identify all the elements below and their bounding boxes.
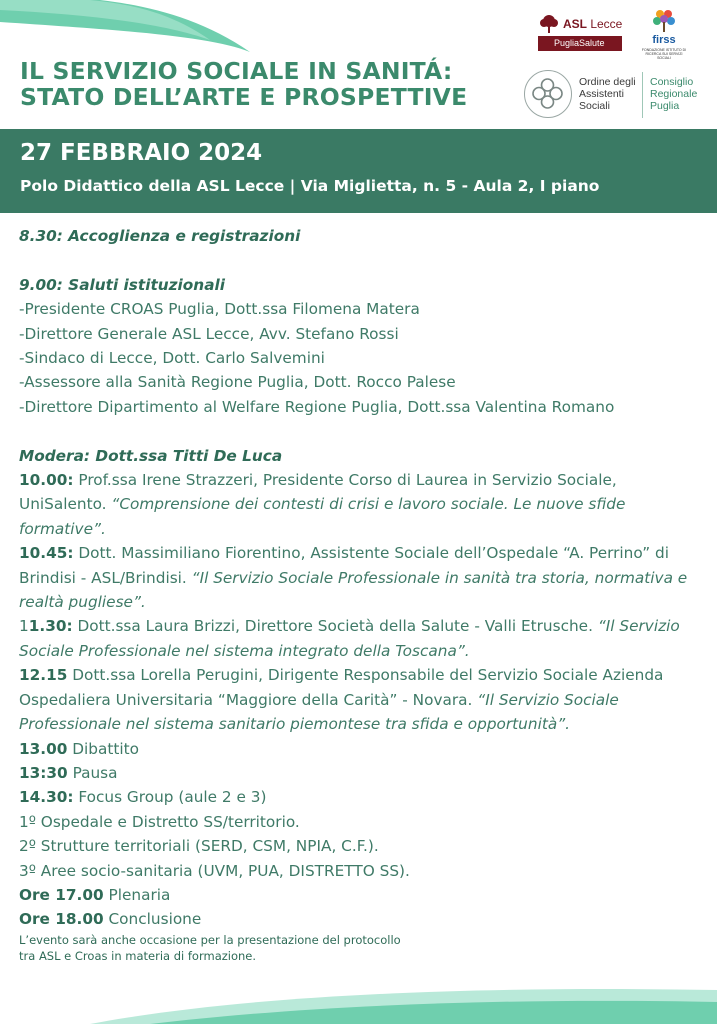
greeting-item: -Direttore Generale ASL Lecce, Avv. Stefano Rossi <box>19 324 399 343</box>
talk-title: “Il Servizio Sociale Professionale nel sistema integrato della Toscana”. <box>19 617 680 660</box>
item-label: Focus Group (aule 2 e 3) <box>73 788 267 807</box>
event-info-band <box>0 129 717 213</box>
time-label: Ore 17.00 <box>19 885 104 904</box>
program-item-1800 <box>19 907 699 931</box>
consiglio-line-1: Consiglio <box>650 76 694 88</box>
session-greetings: 9.00: Saluti istituzionali <box>19 275 225 294</box>
speaker-text: Dott. Massimiliano Fiorentino, Assistente Sociale dell’Ospedale “A. Perrino” di Brindisi - ASL/Brindisi. <box>19 544 669 587</box>
program-item-1330 <box>19 761 699 785</box>
program-item-1045 <box>19 541 699 614</box>
asl-logo-bold: ASL <box>563 17 587 31</box>
greeting-item: -Direttore Dipartimento al Welfare Regione Puglia, Dott.ssa Valentina Romano <box>19 397 615 416</box>
program-item-1130 <box>19 614 699 663</box>
ordine-line-1: Ordine degli <box>579 76 636 88</box>
time-label: Ore 18.00 <box>19 910 104 929</box>
program-item-1430 <box>19 785 699 809</box>
greeting-item: -Presidente CROAS Puglia, Dott.ssa Filomena Matera <box>19 300 420 319</box>
title-line-2: STATO DELL’ARTE E PROSPETTIVE <box>20 83 468 111</box>
firss-tree-icon <box>651 8 677 34</box>
time-label: 13.00 <box>19 739 68 758</box>
program-item-1300 <box>19 737 699 761</box>
focus-group-item: 2º Strutture territoriali (SERD, CSM, NPIA, C.F.). <box>19 837 379 856</box>
session-welcome: 8.30: Accoglienza e registrazioni <box>19 227 301 245</box>
speaker-text: Prof.ssa Irene Strazzeri, Presidente Corso di Laurea in Servizio Sociale, UniSalento. <box>19 471 617 514</box>
consiglio-line-2: Regionale <box>650 88 698 100</box>
speaker-text: Dott.ssa Lorella Perugini, Dirigente Responsabile del Servizio Sociale Azienda Ospedaliera Universitaria “Maggiore della Carità” - Novara. <box>19 666 664 709</box>
bottom-wave-decoration <box>0 984 717 1024</box>
program-item-1000 <box>19 468 699 541</box>
moderator: Modera: Dott.ssa Titti De Luca <box>19 446 283 465</box>
ordine-line-3: Sociali <box>579 100 610 112</box>
talk-title: “Comprensione dei contesti di crisi e lavoro sociale. Le nuove sfide formative”. <box>19 495 626 538</box>
focus-group-item: 1º Ospedale e Distretto SS/territorio. <box>19 812 300 831</box>
asl-logo-city: Lecce <box>587 17 623 31</box>
greeting-item: -Sindaco di Lecce, Dott. Carlo Salvemini <box>19 349 325 368</box>
firss-name: firss <box>652 34 676 46</box>
footnote-line-2: tra ASL e Croas in materia di formazione. <box>19 948 257 963</box>
time-label: 10.45: <box>19 544 74 563</box>
program-item-1215 <box>19 663 699 736</box>
talk-title: “Il Servizio Sociale Professionale nel sistema sanitario piemontese tra sfida e opportunità”. <box>19 690 619 734</box>
asl-logo-bar: PugliaSalute <box>538 36 622 51</box>
logo-divider <box>642 72 643 118</box>
firss-logo <box>640 6 688 58</box>
footnote <box>19 932 699 964</box>
time-label-a: 1 <box>19 617 29 636</box>
page-title <box>20 58 520 110</box>
ordine-emblem-icon <box>524 70 572 118</box>
time-label: 14.30: <box>19 788 74 807</box>
focus-group-item: 3º Aree socio-sanitaria (UVM, PUA, DISTRETTO SS). <box>19 861 410 880</box>
time-label: 1.30: <box>28 617 73 636</box>
title-line-1: IL SERVIZIO SOCIALE IN SANITÁ: <box>20 57 453 85</box>
footnote-line-1: L’evento sarà anche occasione per la presentazione del protocollo <box>19 932 401 947</box>
consiglio-line-3: Puglia <box>650 100 680 112</box>
time-label: 13:30 <box>19 763 68 782</box>
ordine-line-2: Assistenti <box>579 88 624 100</box>
item-label: Pausa <box>67 763 118 782</box>
greeting-item: -Assessore alla Sanità Regione Puglia, Dott. Rocco Palese <box>19 373 456 392</box>
item-label: Plenaria <box>103 885 171 904</box>
event-date: 27 FEBBRAIO 2024 <box>20 140 263 166</box>
ordine-assistenti-sociali-logo <box>524 66 704 126</box>
knot-icon <box>525 71 570 116</box>
firss-subtitle: FONDAZIONE ISTITUTO DI RICERCA SUI SERVIZI SOCIALI <box>641 48 687 60</box>
talk-title: “Il Servizio Sociale Professionale in sanità tra storia, normativa e realtà pugliese”. <box>19 568 688 612</box>
tree-icon <box>538 14 560 34</box>
event-location: Polo Didattico della ASL Lecce | Via Miglietta, n. 5 - Aula 2, I piano <box>20 177 600 195</box>
item-label: Dibattito <box>67 739 139 758</box>
asl-lecce-logo <box>538 12 622 54</box>
time-label: 12.15 <box>19 666 68 685</box>
program-content <box>19 224 699 964</box>
speaker-text: Dott.ssa Laura Brizzi, Direttore Società della Salute - Valli Etrusche. <box>72 617 598 636</box>
item-label: Conclusione <box>103 910 202 929</box>
time-label: 10.00: <box>19 471 74 490</box>
program-item-1700 <box>19 883 699 907</box>
